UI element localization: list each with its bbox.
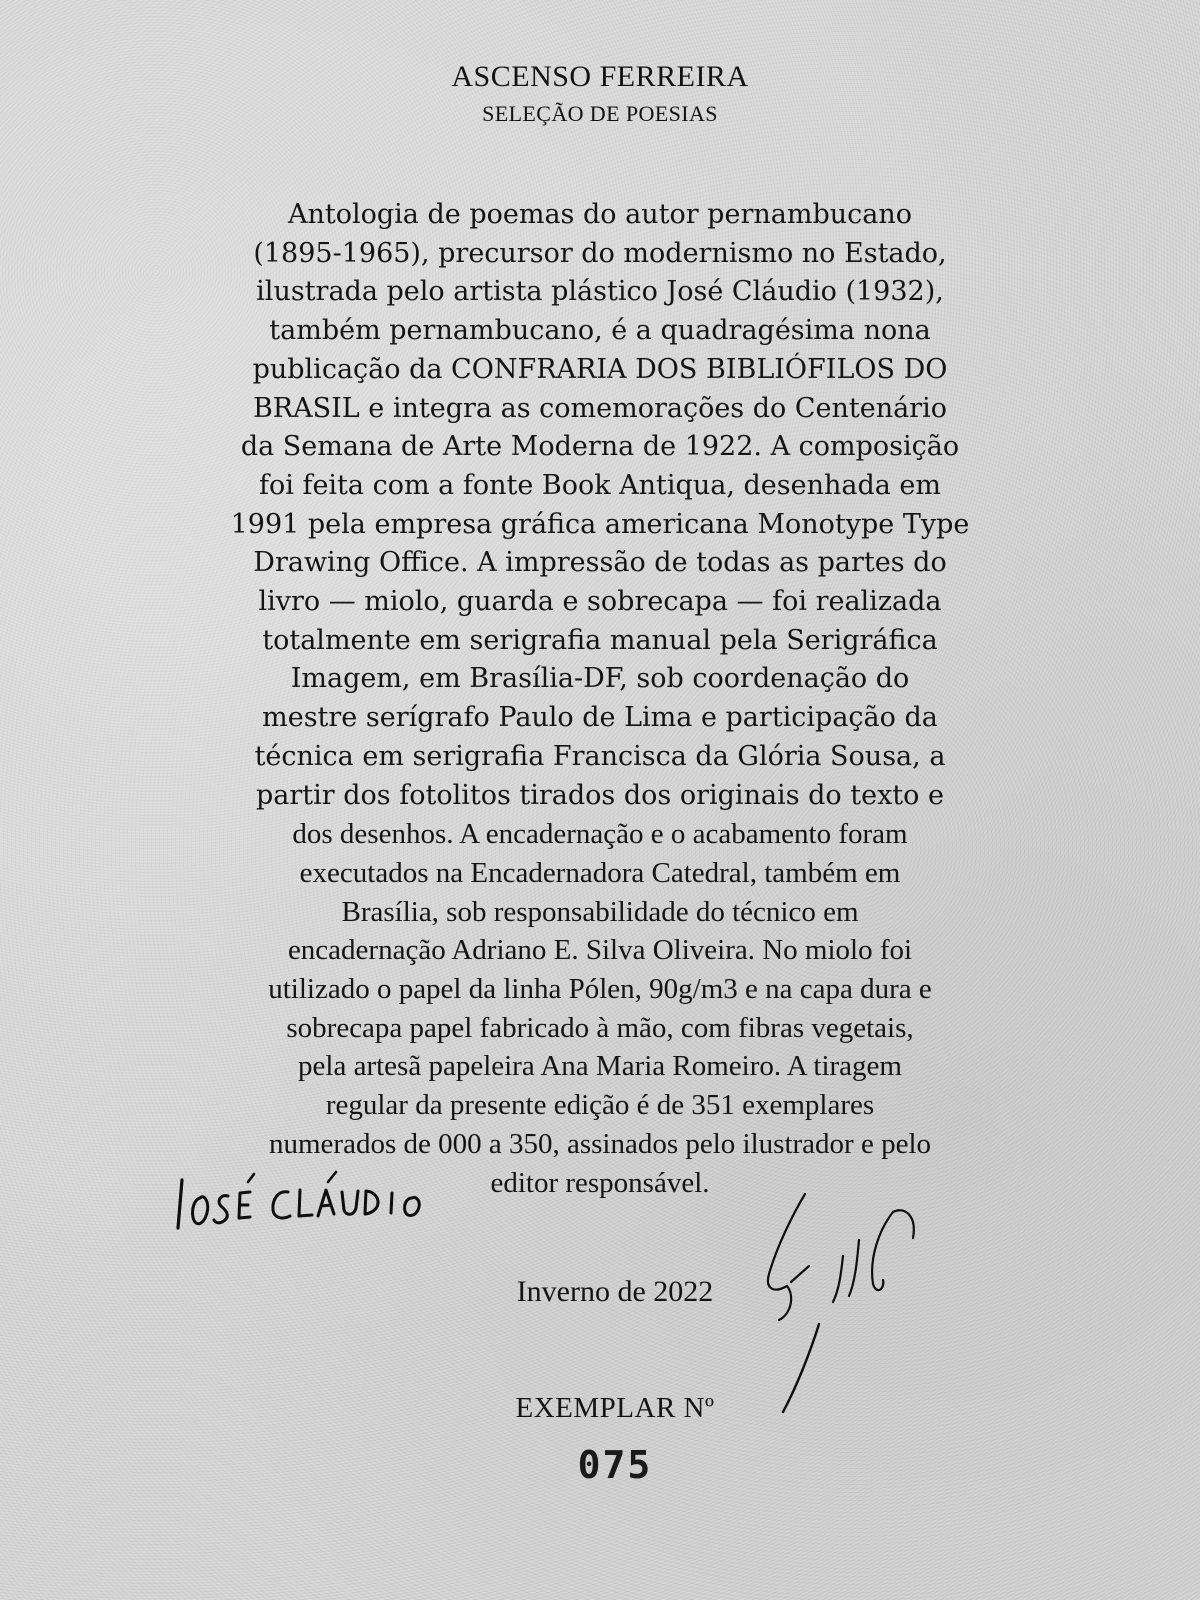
signature-stroke <box>328 1172 336 1182</box>
signature-stroke <box>405 1197 420 1215</box>
colophon-line: BRASIL e integra as comemorações do Centenário <box>252 392 948 424</box>
illustrator-signature <box>160 1160 460 1240</box>
signature-stroke <box>193 1197 208 1224</box>
signature-stroke <box>214 1196 228 1223</box>
colophon-text <box>150 196 1050 1202</box>
exemplar-label: EXEMPLAR Nº <box>515 1392 715 1424</box>
colophon-line: executados na Encadernadora Catedral, também em <box>299 856 901 889</box>
colophon-line: Brasília, sob responsabilidade do técnico em <box>341 895 859 928</box>
colophon-line: publicação da CONFRARIA DOS BIBLIÓFILOS DO <box>252 353 948 385</box>
colophon-line: ilustrada pelo artista plástico José Cláudio (1932), <box>256 276 944 308</box>
author-name: ASCENSO FERREIRA <box>451 60 749 93</box>
colophon-line: encadernação Adriano E. Silva Oliveira. No miolo foi <box>287 934 913 967</box>
signature-stroke <box>248 1174 254 1182</box>
colophon-line: editor responsável. <box>490 1166 710 1199</box>
colophon-line: partir dos fotolitos tirados dos originais do texto e <box>256 779 944 811</box>
exemplar-number: 075 <box>577 1443 653 1487</box>
colophon-line: pela artesã papeleira Ana Maria Romeiro. A tiragem <box>298 1050 902 1083</box>
signature-stroke <box>365 1191 378 1214</box>
signature-stroke <box>299 1190 312 1216</box>
edition-season: Inverno de 2022 <box>516 1275 714 1308</box>
colophon-line: utilizado o papel da linha Pólen, 90g/m3 e na capa dura e <box>268 973 932 1006</box>
colophon-line: livro — miolo, guarda e sobrecapa — foi realizada <box>258 586 942 618</box>
colophon-line: também pernambucano, é a quadragésima nona <box>269 315 931 347</box>
signature-stroke <box>342 1191 358 1214</box>
colophon-line: numerados de 000 a 350, assinados pelo ilustrador e pelo <box>268 1127 931 1160</box>
colophon-line: totalmente em serigrafia manual pela Serigráfica <box>262 624 938 656</box>
signature-stroke <box>893 1210 914 1238</box>
book-title: SELEÇÃO DE POESIAS <box>482 101 718 126</box>
colophon-line: Imagem, em Brasília-DF, sob coordenação do <box>290 663 910 695</box>
colophon-line: da Semana de Arte Moderna de 1922. A composição <box>240 431 960 463</box>
colophon-line: regular da presente edição é de 351 exemplares <box>325 1089 875 1122</box>
signature-stroke <box>178 1180 182 1228</box>
colophon-line: técnica em serigrafia Francisca da Glória Sousa, a <box>254 740 946 772</box>
signature-stroke <box>239 1192 250 1218</box>
colophon-line: foi feita com a fonte Book Antiqua, desenhada em <box>258 469 941 501</box>
colophon-line: Antologia de poemas do autor pernambucano <box>288 199 912 230</box>
signature-stroke <box>391 1193 392 1213</box>
signature-stroke <box>318 1190 334 1216</box>
colophon-line: dos desenhos. A encadernação e o acabamento foram <box>292 818 908 851</box>
colophon-line: (1895-1965), precursor do modernismo no Estado, <box>253 237 947 269</box>
colophon-line: mestre serígrafo Paulo de Lima e participação da <box>262 702 938 734</box>
colophon-line: Drawing Office. A impressão de todas as partes do <box>253 547 947 579</box>
signature-stroke <box>273 1192 290 1218</box>
colophon-line: 1991 pela empresa gráfica americana Monotype Type <box>230 508 970 540</box>
colophon-line: sobrecapa papel fabricado à mão, com fibras vegetais, <box>286 1011 914 1044</box>
